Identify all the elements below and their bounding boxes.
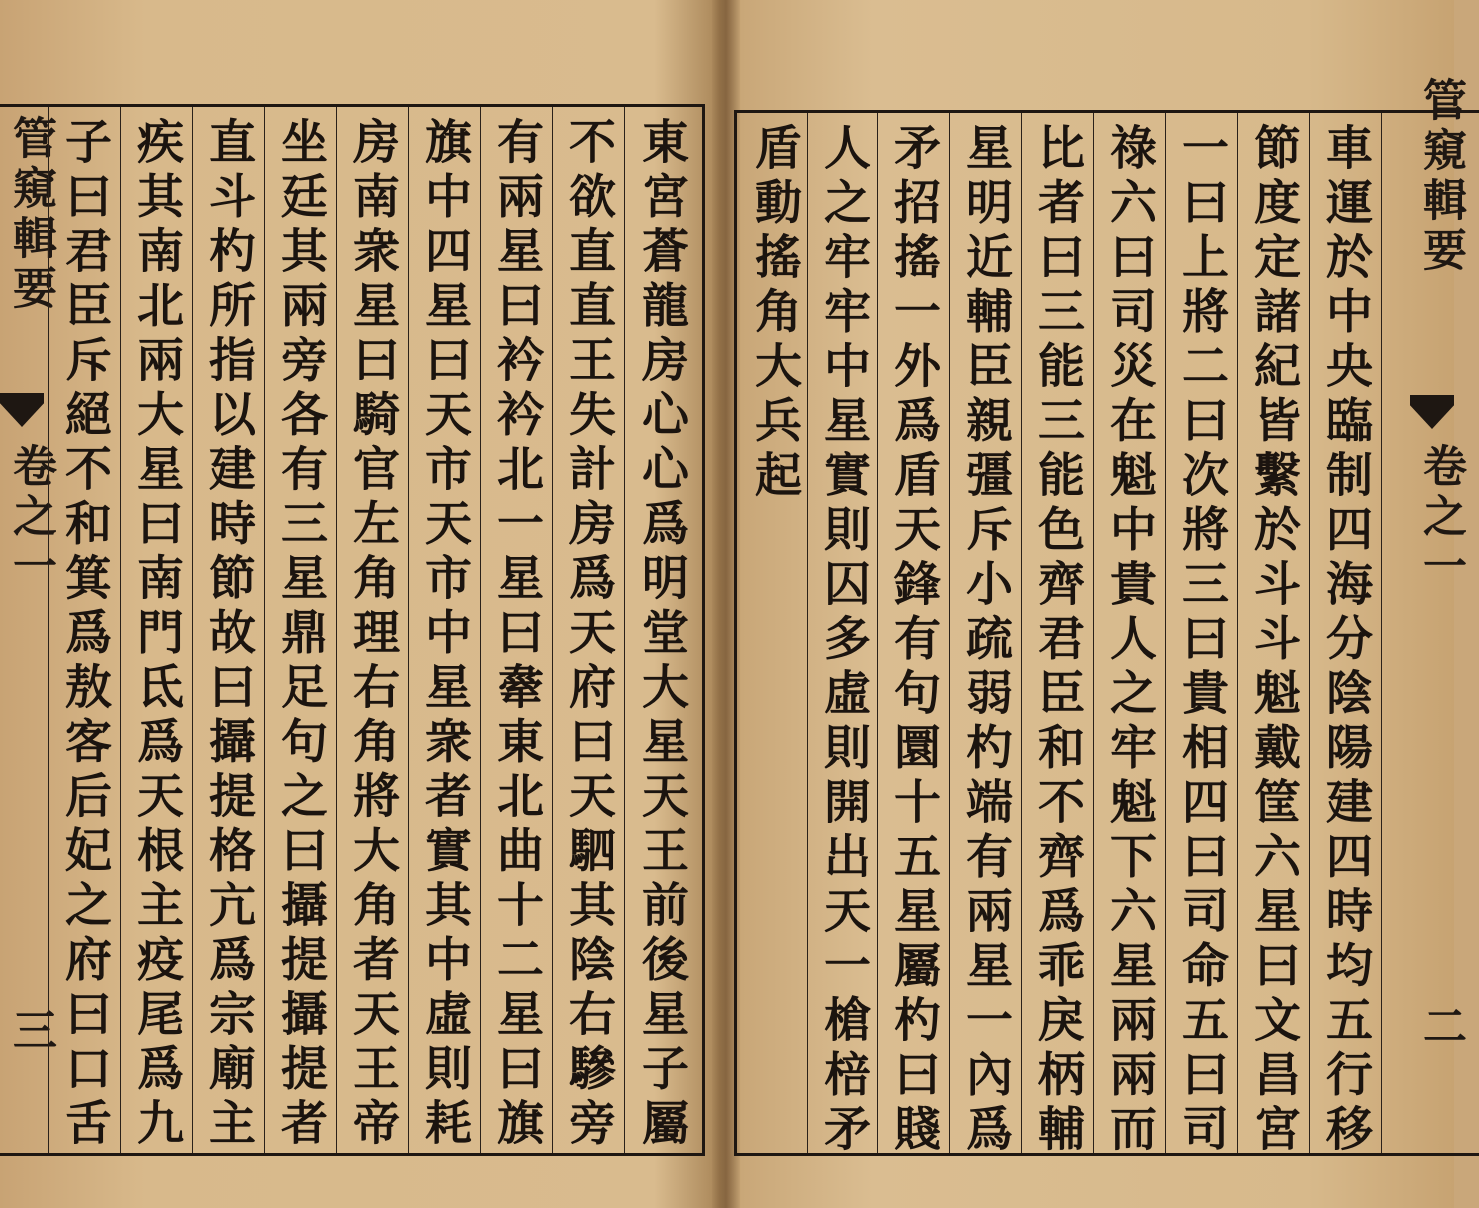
text-column: 節度定諸紀皆繫於斗斗魁戴筐六星曰文昌宮 — [1246, 123, 1301, 1159]
left-margin-volume: 卷之一 — [5, 443, 56, 593]
text-column: 車運於中央臨制四海分陰陽建四時均五行移 — [1318, 123, 1373, 1159]
right-margin-title: 管窺輯要 — [1415, 77, 1466, 277]
left-col-6 — [264, 107, 336, 1153]
left-col-5 — [336, 107, 408, 1153]
right-col-6 — [949, 113, 1021, 1159]
right-margin-volume: 卷之一 — [1415, 443, 1466, 593]
text-column: 直斗杓所指以建時節故曰攝提格亢爲宗廟主 — [201, 117, 256, 1153]
text-column: 旗中四星曰天市天市中星衆者實其中虛則耗 — [417, 117, 472, 1153]
text-column: 有兩星曰衿衿北一星曰舝東北曲十二星曰旗 — [489, 117, 544, 1153]
text-column: 人之牢牢中星實則囚多虛則開出天一槍棓矛 — [816, 123, 871, 1159]
left-margin-page-number: 三 — [5, 1007, 56, 1057]
right-col-8 — [807, 113, 877, 1159]
left-margin-title: 管窺輯要 — [5, 115, 56, 315]
right-page — [726, 0, 1466, 1208]
text-column: 比者曰三能三能色齊君臣和不齊爲乖戾柄輔 — [1030, 123, 1085, 1159]
text-column: 矛招搖一外爲盾天鋒有句圜十五星屬杓曰賤 — [886, 123, 941, 1159]
right-margin-page-number: 二 — [1415, 1003, 1466, 1053]
left-col-7 — [192, 107, 264, 1153]
left-col-2 — [552, 107, 624, 1153]
text-column: 盾動搖角大兵起 — [747, 123, 802, 505]
right-col-2 — [1237, 113, 1309, 1159]
right-page-margin — [1381, 77, 1479, 1153]
left-col-8 — [120, 107, 192, 1153]
right-col-5 — [1021, 113, 1093, 1159]
text-column: 坐廷其兩旁各有三星鼎足句之曰攝提攝提者 — [273, 117, 328, 1153]
text-column: 東宮蒼龍房心心爲明堂大星天王前後星子屬 — [634, 117, 689, 1153]
left-col-4 — [408, 107, 480, 1153]
left-col-9 — [48, 107, 120, 1153]
text-column: 一曰上將二曰次將三曰貴相四曰司命五曰司 — [1174, 123, 1229, 1159]
fish-tail-mark — [1410, 395, 1454, 429]
text-column: 疾其南北兩大星曰南門氐爲天根主疫尾爲九 — [129, 117, 184, 1153]
left-col-1 — [624, 107, 699, 1153]
text-column: 房南衆星曰騎官左角理右角將大角者天王帝 — [345, 117, 400, 1153]
right-page-frame — [734, 77, 1479, 1159]
right-col-1 — [1309, 113, 1381, 1159]
left-page — [0, 0, 722, 1208]
text-column: 不欲直直王失計房爲天府曰天駟其陰右驂旁 — [561, 117, 616, 1153]
fish-tail-mark — [0, 393, 44, 427]
left-page-frame — [0, 104, 705, 1156]
right-col-4 — [1093, 113, 1165, 1159]
right-col-9 — [737, 113, 807, 1153]
text-column: 星明近輔臣親彊斥小疏弱杓端有兩星一內爲 — [958, 123, 1013, 1159]
right-col-7 — [877, 113, 949, 1159]
left-page-margin — [0, 107, 56, 1153]
text-column: 子曰君臣斥絕不和箕爲敖客后妃之府曰口舌 — [57, 117, 112, 1153]
right-col-3 — [1165, 113, 1237, 1159]
left-col-3 — [480, 107, 552, 1153]
text-column: 祿六曰司災在魁中貴人之牢魁下六星兩兩而 — [1102, 123, 1157, 1159]
